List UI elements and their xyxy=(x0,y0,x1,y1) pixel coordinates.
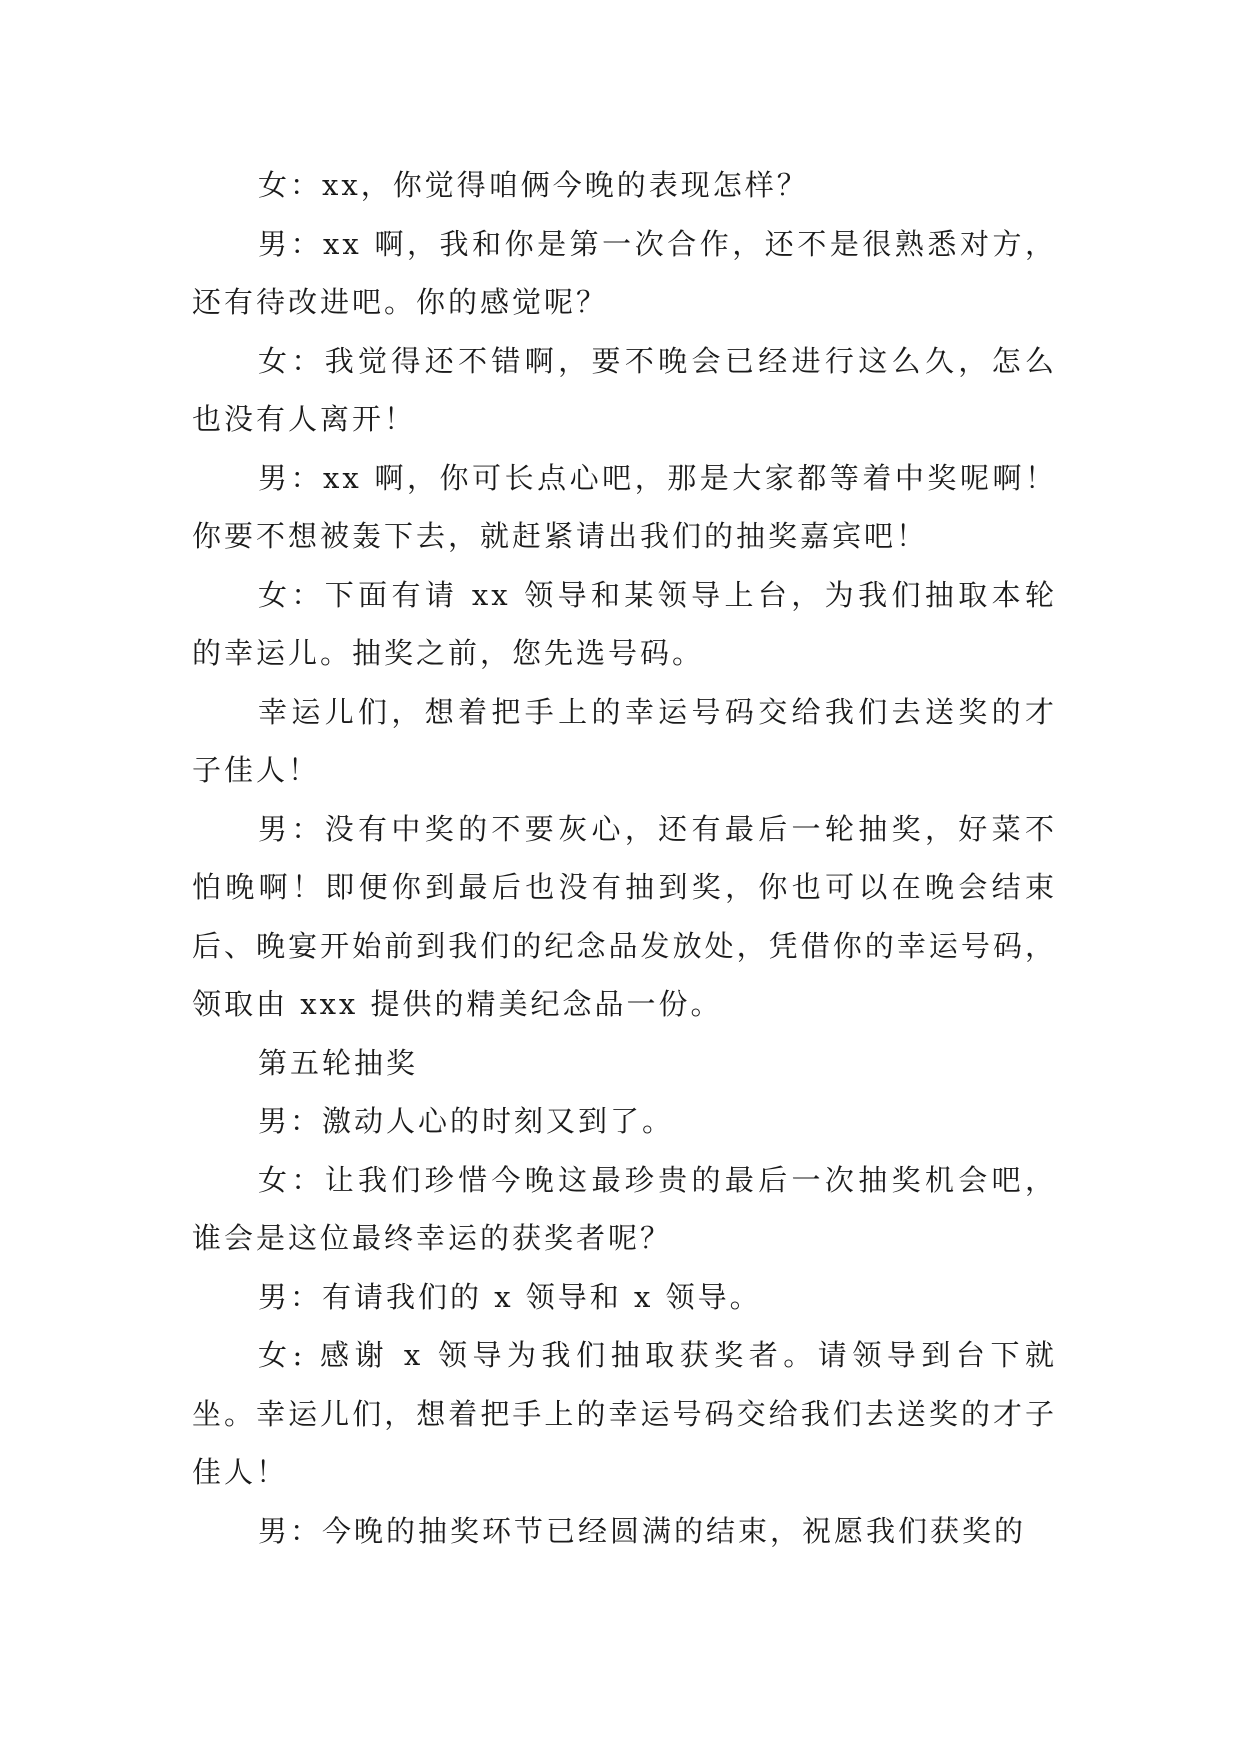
paragraph-3: 女：我觉得还不错啊，要不晚会已经进行这么久，怎么也没有人离开！ xyxy=(192,343,1057,436)
paragraph-12: 男：今晚的抽奖环节已经圆满的结束，祝愿我们获奖的 xyxy=(258,1513,1027,1548)
paragraph-11: 女: 感谢 x 领导为我们抽取获奖者。请领导到台下就坐。幸运儿们，想着把手上的幸运号码交给我们去送奖的才子佳人！ xyxy=(192,1338,1057,1489)
document-body xyxy=(192,156,1057,1560)
paragraph-5: 女：下面有请 xx 领导和某领导上台，为我们抽取本轮的幸运儿。抽奖之前，您先选号码。 xyxy=(192,577,1057,670)
paragraph-4: 男：xx 啊，你可长点心吧，那是大家都等着中奖呢啊！你要不想被轰下去，就赶紧请出我们的抽奖嘉宾吧！ xyxy=(192,460,1057,553)
paragraph-7: 男：没有中奖的不要灰心，还有最后一轮抽奖，好菜不怕晚啊！即便你到最后也没有抽到奖，你也可以在晚会结束后、晚宴开始前到我们的纪念品发放处，凭借你的幸运号码，领取由 xxx 提供的精美纪念品一份。 xyxy=(192,811,1057,1021)
paragraph-6: 幸运儿们，想着把手上的幸运号码交给我们去送奖的才子佳人！ xyxy=(192,694,1057,787)
paragraph-2: 男：xx 啊，我和你是第一次合作，还不是很熟悉对方，还有待改进吧。你的感觉呢？ xyxy=(192,226,1057,319)
paragraph-9: 女：让我们珍惜今晚这最珍贵的最后一次抽奖机会吧，谁会是这位最终幸运的获奖者呢？ xyxy=(192,1162,1057,1255)
paragraph-10: 男：有请我们的 x 领导和 x 领导。 xyxy=(258,1279,762,1314)
paragraph-8: 男：激动人心的时刻又到了。 xyxy=(258,1104,675,1138)
paragraph-1: 女：xx，你觉得咱俩今晚的表现怎样？ xyxy=(258,168,809,202)
section-heading: 第五轮抽奖 xyxy=(258,1045,419,1080)
